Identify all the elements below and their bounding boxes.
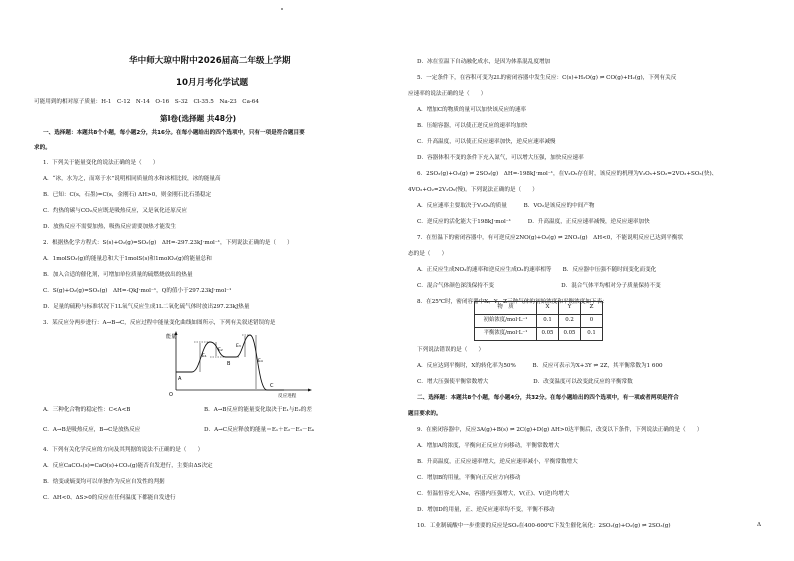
option-line: C．逆反应的活化能大于198kJ·mol⁻¹ D．升高温度，正反应速率减慢，逆反应速率加快: [417, 219, 650, 225]
option-line: A．三种化合物的稳定性：C<A<B: [43, 407, 131, 413]
e2-label: E₂: [218, 348, 223, 353]
section2-instruction-cont: 题目要求的。: [408, 411, 442, 417]
table-cell: 0.1: [581, 328, 603, 341]
option-line: C．灼热的碳与CO₂反应既是吸热反应，又是氧化还原反应: [43, 208, 188, 214]
option-line: C．恒温恒容充入Ne，容器内压强增大，V(正)、V(逆)均增大: [417, 491, 570, 497]
table-cell: 0.1: [537, 315, 559, 328]
option-line: A．1molSO₂(g)的能量总和大于1molS(s)和1molO₂(g)的能量总和: [43, 256, 212, 262]
e3-label: E₃: [236, 344, 241, 349]
y-axis-label: 能量: [166, 334, 177, 340]
option-line: A．反应速率主要取决于V₂O₅的质量 B．VO₂是该反应的中间产物: [417, 203, 595, 209]
option-line: B．A→B反应的能量变化取决于E₁与E₂的差: [204, 407, 312, 413]
option-line: C．A→B是吸热反应，B→C是放热反应: [43, 427, 141, 433]
option-line: A．“冰，水为之，而寒于水”说明相同质量的水和冰相比较，冰的能量高: [43, 176, 221, 182]
table-row: [475, 315, 603, 328]
question-line: 1．下列关于能量变化的说法正确的是（ ）: [43, 160, 159, 166]
point-c-label: C: [270, 383, 274, 389]
question-line: 下列说法错误的是（ ）: [417, 347, 485, 353]
question-line: 9．在密闭容器中，反应3A(g)+B(s) ⇌ 2C(g)+D(g) ΔH>0达平衡后，改变以下条件，下列说法正确的是（ ）: [417, 427, 703, 433]
section1-instruction-cont: 求的。: [34, 145, 51, 151]
question-line: 10．工业制硫酸中一步重要的反应是SO₂在400-600℃下发生催化氧化：2SO₂(g)+O₂(g) ⇌ 2SO₃(g): [417, 523, 671, 529]
table-header-cell: 物 质: [475, 302, 537, 315]
option-line: C．ΔH<0、ΔS>0的反应在任何温度下都能自发进行: [43, 495, 176, 501]
section1-title: 第Ⅰ卷(选择题 共48分): [160, 114, 237, 123]
option-line: D．容器体积不变的条件下充入氮气，可以增大压强，加快反应速率: [417, 155, 584, 161]
question-line-cont: 4VO₂+O₂=2V₂O₅(慢)。下列说法正确的是（ ）: [408, 187, 538, 193]
option-line: D．增加D的用量，正、逆反应速率均不变，平衡不移动: [417, 507, 555, 513]
option-line: A．正反应生成NO₂的速率和逆反应生成O₂的速率相等 B．反应器中压强不随时间变化而变化: [417, 267, 657, 273]
concentration-table: [474, 301, 603, 341]
delta-mark: Δ: [757, 522, 762, 528]
question-line: 5．一定条件下，在容积可变为2L的密闭容器中发生反应：C(s)+H₂O(g) ⇌ CO(g)+H₂(g)，下列有关反: [417, 75, 677, 81]
table-cell: 初始浓度/mol·L⁻¹: [475, 315, 537, 328]
table-row: [475, 328, 603, 341]
table-header-row: [475, 302, 603, 315]
question-line: 3．某反应分两步进行：A→B→C，反应过程中能量变化曲线如图所示，下列有关叙述错误的是: [43, 320, 276, 326]
option-line: B．焓变或熵变均可以单独作为反应自发性的判据: [43, 479, 165, 485]
e4-label: E₄: [258, 359, 263, 364]
option-line: D．A→C反应释放的能量＝E₁＋E₂－E₃－E₄: [204, 427, 314, 433]
table-header-cell: X: [537, 302, 559, 315]
table-cell: 0.05: [559, 328, 581, 341]
table-header-cell: Y: [559, 302, 581, 315]
point-a-label: A: [178, 376, 182, 382]
origin-label: O: [169, 392, 173, 398]
question-line-cont: 应速率的说法正确的是（ ）: [408, 91, 487, 97]
option-line: A．增加C的物质的量可以加快该反应的速率: [417, 107, 527, 113]
question-line-cont: 态的是（ ）: [408, 251, 448, 257]
option-line: D．放热反应不需要加热，吸热反应需要加热才能发生: [43, 224, 177, 230]
e1-label: E₁: [202, 354, 207, 359]
question-line: 8．在25℃时，密闭容器中X、Y、Z三种气体的初始浓度和平衡浓度如下表：: [417, 299, 608, 305]
question-line: 4．下列有关化学反应的方向及其判据的说法不正确的是（ ）: [43, 447, 204, 453]
section1-instruction: 一、选择题：本题共8个小题，每小题2分，共16分。在每小题给出的四个选项中，只有一项是符合题目要: [43, 130, 305, 136]
question-line: 2．根据热化学方程式：S(s)+O₂(g)=SO₂(g) ΔH=-297.23kJ·mol⁻¹，下列说法正确的是（ ）: [43, 240, 293, 246]
table-cell: 0.05: [537, 328, 559, 341]
option-line: A．反应达到平衡时，X的转化率为50% B．反应可表示为X+3Y ⇌ 2Z，其平衡常数为1 600: [417, 363, 663, 369]
energy-diagram: [164, 330, 314, 398]
option-line: B．升高温度，正反应速率增大，逆反应速率减小，平衡常数增大: [417, 459, 578, 465]
option-line: C．增大压强使平衡常数增大 D．改变温度可以改变此反应的平衡常数: [417, 379, 633, 385]
table-cell: 平衡浓度/mol·L⁻¹: [475, 328, 537, 341]
exam-title: 华中师大琼中附中2026届高二年级上学期: [129, 56, 291, 66]
option-line: C．升高温度，可以使正反应速率加快，逆反应速率减慢: [417, 139, 556, 145]
question-line: 6．2SO₂(g)+O₂(g) ⇌ 2SO₃(g) ΔH=-198kJ·mol⁻¹，在V₂O₅存在时，该反应的机理为V₂O₅+SO₂=2VO₂+SO₃(快)、: [417, 171, 718, 177]
option-line: D．冰在室温下自动融化成水，是因为体系混乱度增加: [417, 59, 551, 65]
page-mark: [281, 8, 283, 10]
option-line: C．混合气体颜色深浅保持不变 D．混合气体平均相对分子质量保持不变: [417, 283, 661, 289]
option-line: A．增加A的浓度，平衡向正反应方向移动，平衡常数增大: [417, 443, 560, 449]
x-axis-label: 反应进程: [278, 394, 297, 398]
table-header-cell: Z: [581, 302, 603, 315]
table-cell: 0: [581, 315, 603, 328]
option-line: B．加入合适的催化剂，可增加单位质量的硫燃烧放出的热量: [43, 272, 193, 278]
option-line: B．已知：C(s，石墨)=C(s，金刚石) ΔH>0，则金刚石比石墨稳定: [43, 192, 212, 198]
question-line: 7．在恒温下的密闭容器中，有可逆反应2NO(g)+O₂(g) ⇌ 2NO₂(g) ΔH<0，不能说明反应已达到平衡状: [417, 235, 684, 241]
exam-subtitle: 10月月考化学试题: [176, 78, 249, 88]
table-cell: 0.2: [559, 315, 581, 328]
option-line: D．足量的硫粉与标准状况下1L氧气反应生成1L二氧化硫气体时放出297.23kJ热量: [43, 304, 250, 310]
option-line: C．S(g)+O₂(g)=SO₂(g) ΔH=-QkJ·mol⁻¹，Q的值小于297.23kJ·mol⁻¹: [43, 288, 232, 294]
x-axis-arrow: [308, 389, 312, 392]
option-line: B．压缩容器，可以使正逆反应的速率均加快: [417, 123, 528, 129]
atomic-masses: 可能用到的相对原子质量：H-1 C-12 N-14 O-16 S-32 Cl-35.5 Na-23 Ca-64: [34, 99, 259, 105]
option-line: A．反应CaCO₃(s)=CaO(s)+CO₂(g)能否自发进行，主要由ΔS决定: [43, 463, 213, 469]
section2-instruction: 二、选择题：本题共8个小题，每小题4分，共32分。在每小题给出的四个选项中，有一项或者两项是符合: [417, 395, 679, 401]
point-b-label: B: [227, 361, 231, 367]
option-line: C．增加B的用量，平衡向正反应方向移动: [417, 475, 521, 481]
